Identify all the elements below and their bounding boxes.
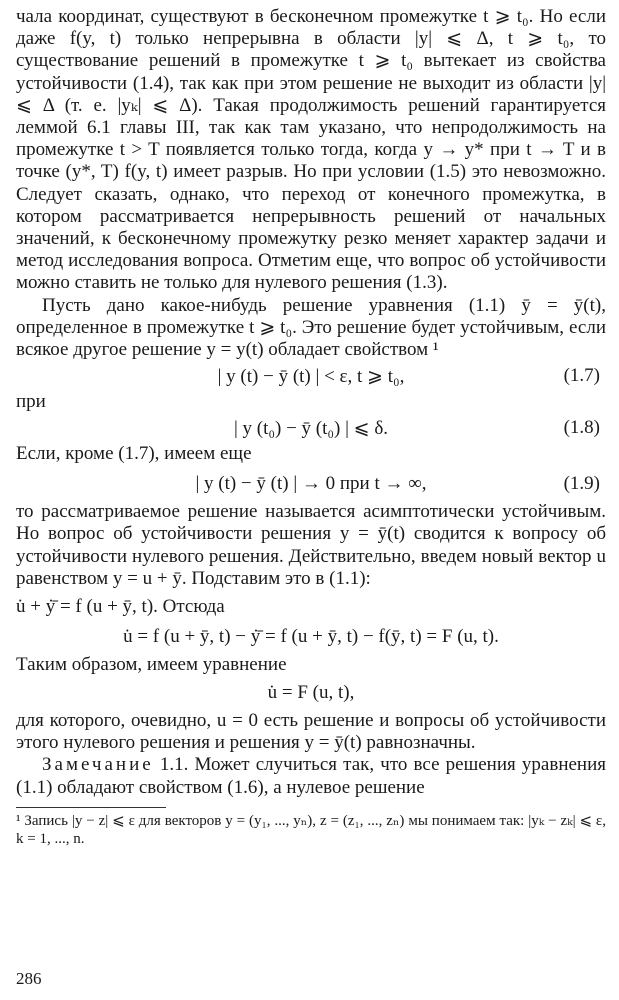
footnote: ¹ Запись |y − z| ⩽ ε для векторов y = (y₁, ..., yₙ), z = (z₁, ..., zₙ) мы понимаем так: |yₖ − zₖ| ⩽ ε, k = 1, ..., n. xyxy=(16,812,606,847)
formula-1-7: | y (t) − ȳ (t) | < ε, t ⩾ t₀, (1.7) xyxy=(217,365,600,388)
page-body xyxy=(16,6,606,848)
label-esli: Если, кроме (1.7), имеем еще xyxy=(16,443,252,465)
page-number: 286 xyxy=(16,969,42,988)
footnote-rule xyxy=(16,807,166,808)
formula-1-8: | y (t₀) − ȳ (t₀) | ⩽ δ. (1.8) xyxy=(233,417,600,440)
remark-label: Замечание xyxy=(42,754,154,776)
paragraph-remark xyxy=(16,754,606,798)
formula-substitution: u̇ + ẏ̄ = f (u + ȳ, t). Отсюда xyxy=(16,596,225,618)
label-pri: при xyxy=(16,391,46,413)
label-takim: Таким образом, имеем уравнение xyxy=(16,654,287,676)
paragraph-equivalence: для которого, очевидно, u = 0 есть решение и вопросы об устойчивости этого нулевого решения и решения y = ȳ(t) равнозначны. xyxy=(16,710,606,754)
formula-1-9: | y (t) − ȳ (t) | → 0 при t → ∞, (1.9) xyxy=(195,473,600,495)
formula-u-derivative: u̇ = f (u + ȳ, t) − ẏ̄ = f (u + ȳ, t) − f(ȳ, t) = F (u, t). xyxy=(123,626,499,648)
paragraph-asymptotic: то рассматриваемое решение называется асимптотически устойчивым. Но вопрос об устойчивости решения y = ȳ(t) сводится к вопросу об устойчивости нулевого решения. Действительно, введем новый вектор u равенством y = u + ȳ. Подставим это в (1.1): xyxy=(16,501,606,589)
formula-u-equation: u̇ = F (u, t), xyxy=(267,682,355,704)
paragraph-continuation: чала координат, существуют в бесконечном промежутке t ⩾ t₀. Но если даже f(y, t) только непрерывна в области |y| ⩽ Δ, t ⩾ t₀, то существование решений в промежутке t ⩾ t₀ вытекает из свойства устойчивости (1.4), так как при этом решение не выходит из области |y| ⩽ Δ (т. е. |yₖ| ⩽ Δ). Такая продолжимость решений гарантируется леммой 6.1 главы III, так как там указано, что непродолжимость на промежутке t > T появляется только тогда, когда y → y* при t → T и в точке (y*, T) f(y, t) имеет разрыв. Но при условии (1.5) это невозможно. Следует сказать, однако, что переход от конечного промежутка, в котором рассматривается непрерывность решений от начальных значений, к бесконечному промежутку резко меняет характер задачи и метод исследования вопроса. Отметим еще, что вопрос об устойчивости можно ставить не только для нулевого решения (1.3). xyxy=(16,6,606,294)
paragraph-stability-definition: Пусть дано какое-нибудь решение уравнения (1.1) ȳ = ȳ(t), определенное в промежутке t ⩾ t₀. Это решение будет устойчивым, если всякое другое решение y = y(t) обладает свойством ¹ xyxy=(16,294,606,361)
remark-text: 1.1. Может случиться так, что все решения уравнения (1.1) обладают свойством (1.6), а нулевое решение xyxy=(16,754,606,798)
